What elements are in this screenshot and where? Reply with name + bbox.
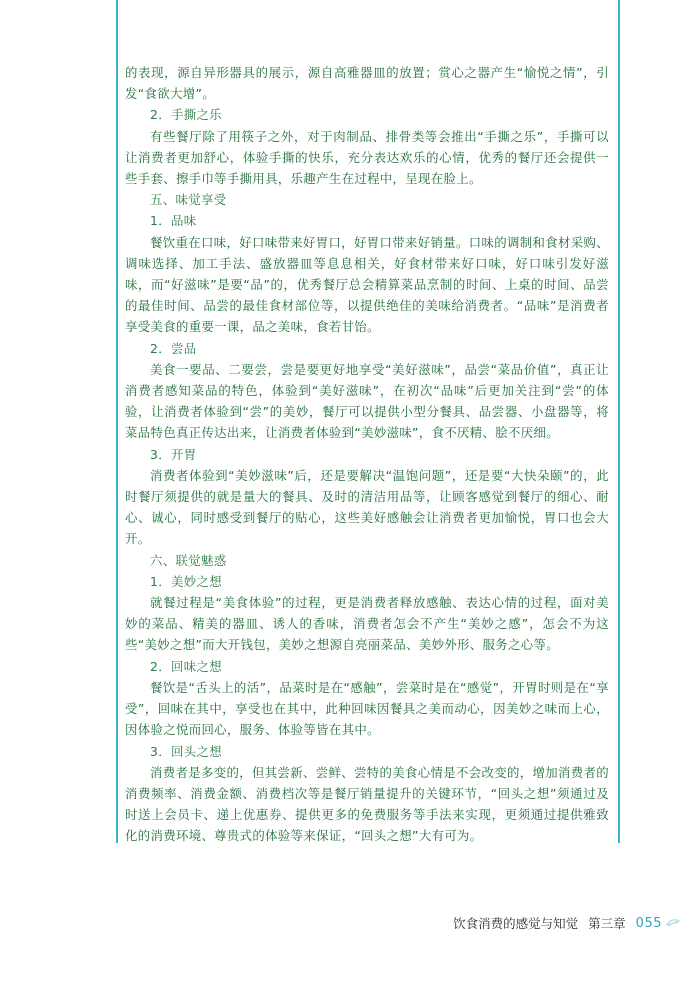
paragraph: 餐饮是“舌头上的活”，品菜时是在“感触”，尝菜时是在“感觉”，开胃时则是在“享受”，回味在其中，享受也在其中，此种回味因餐具之美而动心，因美妙之味而上心，因体验之悦而回心，服务、体验等皆在其中。 (125, 679, 609, 738)
section-heading: 五、味觉享受 (150, 192, 227, 208)
paragraph: 美食一要品、二要尝，尝是要更好地享受“美好滋味”，品尝“菜品价值”，真正让消费者感知菜品的特色，体验到“美好滋味”，在初次“品味”后更加关注到“尝”的体验，让消费者体验到“尝”的美妙，餐厅可以提供小型分餐具、品尝器、小盘器等，将菜品特色真正传达出来，让消费者体验到“美妙滋味”，食不厌精、脍不厌细。 (125, 361, 609, 441)
page-footer (360, 913, 680, 933)
paragraph: 消费者是多变的，但其尝新、尝鲜、尝特的美食心情是不会改变的，增加消费者的消费频率、消费金额、消费档次等是餐厅销量提升的关键环节，“回头之想”须通过及时送上会员卡、递上优惠券、提供更多的免费服务等手法来实现，更须通过提供雅致化的消费环境、尊贵式的体验等来保证，“回头之想”大有可为。 (125, 764, 609, 844)
leaf-ornament-icon (666, 918, 680, 928)
subsection-heading: 3．回头之想 (150, 743, 222, 759)
paragraph: 消费者体验到“美妙滋味”后，还是要解决“温饱问题”，还是要“大快朵颐”的，此时餐厅须提供的就是量大的餐具、及时的清洁用品等，让顾客感觉到餐厅的细心、耐心、诚心，同时感受到餐厅的贴心，这些美好感触会让消费者更加愉悦，胃口也会大开。 (125, 467, 609, 547)
paragraph: 餐饮重在口味，好口味带来好胃口，好胃口带来好销量。口味的调制和食材采购、调味选择、加工手法、盛放器皿等息息相关，好食材带来好口味，好口味引发好滋味，而“好滋味”是要“品”的，优秀餐厅总会精算菜品烹制的时间、上桌的时间、品尝的最佳时间、品尝的最佳食材部位等，以提供绝佳的美味给消费者。“品味”是消费者享受美食的重要一课，品之美味，食若甘饴。 (125, 234, 609, 335)
paragraph: 有些餐厅除了用筷子之外，对于肉制品、排骨类等会推出“手撕之乐”，手撕可以让消费者更加舒心，体验手撕的快乐，充分表达欢乐的心情，优秀的餐厅还会提供一些手套、擦手巾等手撕用具，乐趣产生在过程中，呈现在脸上。 (125, 128, 609, 187)
section-heading: 六、联觉魅惑 (150, 552, 227, 568)
subsection-heading: 2．回味之想 (150, 658, 222, 674)
subsection-heading: 1．美妙之想 (150, 573, 222, 589)
subsection-heading: 1．品味 (150, 213, 197, 229)
running-title: 饮食消费的感觉与知觉 (453, 916, 579, 931)
body-text (125, 62, 609, 847)
paragraph: 就餐过程是“美食体验”的过程，更是消费者释放感触、表达心情的过程，面对美妙的菜品、精美的器皿、诱人的香味，消费者怎会不产生“美妙之感”，怎会不为这些“美妙之想”而大开钱包，美妙之想源自亮丽菜品、美妙外形、服务之心等。 (125, 595, 609, 653)
chapter-label: 第三章 (588, 916, 626, 931)
page-number: 055 (635, 915, 662, 931)
subsection-heading: 2．手撕之乐 (150, 107, 222, 123)
left-margin-rule (116, 0, 118, 843)
paragraph-continuation: 的表现，源自异形器具的展示，源自高雅器皿的放置；赏心之器产生“愉悦之情”，引发“食欲大增”。 (125, 65, 609, 102)
subsection-heading: 3．开胃 (150, 446, 197, 462)
right-margin-rule (618, 0, 620, 843)
subsection-heading: 2．尝品 (150, 340, 197, 356)
